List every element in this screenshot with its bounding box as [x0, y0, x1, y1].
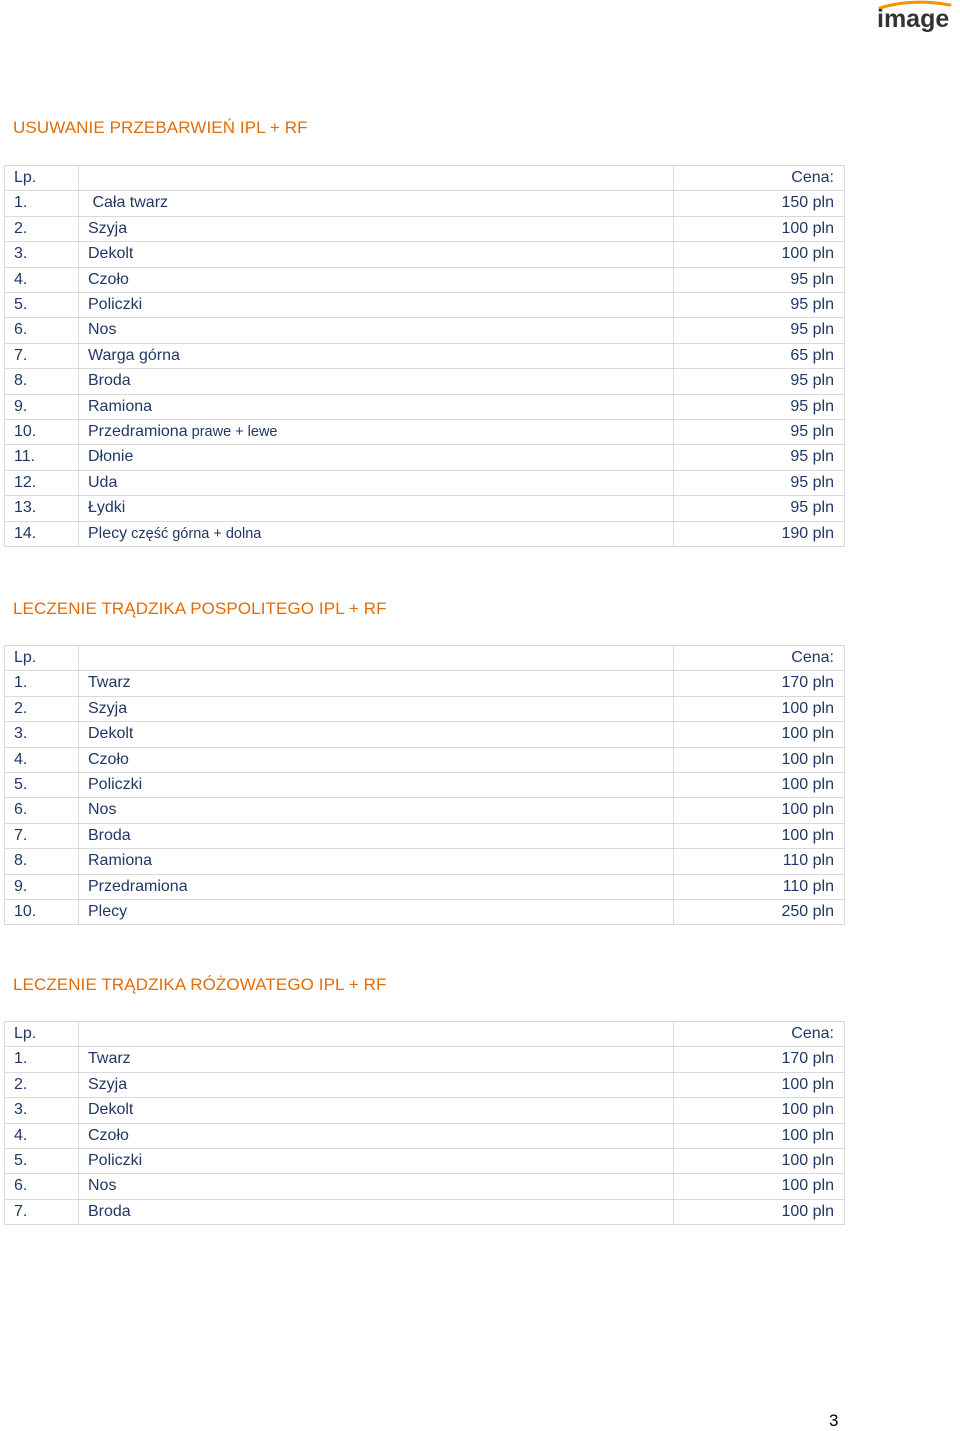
treatment-name: Łydki	[88, 499, 126, 517]
row-number: 2.	[5, 1072, 79, 1097]
row-number: 1.	[5, 1047, 79, 1072]
table-row	[5, 722, 845, 747]
treatment-note: część górna + dolna	[127, 525, 262, 542]
row-name-cell	[79, 318, 674, 343]
treatment-name: Przedramiona	[88, 877, 188, 895]
row-number: 6.	[5, 798, 79, 823]
row-price: 95 pln	[674, 369, 845, 394]
row-name-cell	[79, 823, 674, 848]
row-number: 1.	[5, 191, 79, 216]
row-price: 100 pln	[674, 1199, 845, 1224]
row-name-cell	[79, 722, 674, 747]
table-row	[5, 369, 845, 394]
row-name-cell	[79, 242, 674, 267]
row-name-cell	[79, 1047, 674, 1072]
row-number: 12.	[5, 470, 79, 495]
treatment-name: Broda	[88, 1202, 131, 1220]
treatment-name: Twarz	[88, 674, 131, 692]
row-number: 2.	[5, 216, 79, 241]
header-price: Cena:	[674, 166, 845, 191]
row-name-cell	[79, 369, 674, 394]
table-row	[5, 696, 845, 721]
row-name-cell	[79, 747, 674, 772]
svg-text:image: image	[877, 5, 950, 33]
table-row	[5, 216, 845, 241]
header-price: Cena:	[674, 1022, 845, 1047]
treatment-name: Dekolt	[88, 1101, 134, 1119]
row-name-cell	[79, 521, 674, 546]
header-empty	[79, 646, 674, 671]
row-price: 100 pln	[674, 216, 845, 241]
treatment-name: Ramiona	[88, 852, 153, 870]
row-price: 110 pln	[674, 874, 845, 899]
row-name-cell	[79, 267, 674, 292]
row-number: 4.	[5, 267, 79, 292]
row-number: 3.	[5, 722, 79, 747]
treatment-name: Warga górna	[88, 346, 180, 364]
row-price: 100 pln	[674, 1174, 845, 1199]
treatment-name: Nos	[88, 321, 117, 339]
row-number: 4.	[5, 747, 79, 772]
table-row	[5, 318, 845, 343]
row-name-cell	[79, 798, 674, 823]
row-price: 100 pln	[674, 1123, 845, 1148]
treatment-name: Nos	[88, 1177, 117, 1195]
table-row	[5, 1149, 845, 1174]
row-price: 95 pln	[674, 420, 845, 445]
row-number: 9.	[5, 394, 79, 419]
row-price: 150 pln	[674, 191, 845, 216]
row-price: 100 pln	[674, 722, 845, 747]
table-row	[5, 242, 845, 267]
row-price: 100 pln	[674, 747, 845, 772]
row-price: 95 pln	[674, 470, 845, 495]
row-price: 100 pln	[674, 798, 845, 823]
table-row	[5, 496, 845, 521]
treatment-name: Broda	[88, 372, 131, 390]
row-number: 3.	[5, 1098, 79, 1123]
treatment-name: Szyja	[88, 1075, 128, 1093]
row-name-cell	[79, 874, 674, 899]
row-number: 9.	[5, 874, 79, 899]
row-price: 95 pln	[674, 318, 845, 343]
row-number: 5.	[5, 773, 79, 798]
treatment-name: Twarz	[88, 1050, 131, 1068]
treatment-name: Plecy	[88, 903, 128, 921]
row-number: 14.	[5, 521, 79, 546]
table-header-row	[5, 1022, 845, 1047]
treatment-name: Dłonie	[88, 448, 134, 466]
treatment-name: Nos	[88, 801, 117, 819]
row-price: 100 pln	[674, 696, 845, 721]
table-row	[5, 1199, 845, 1224]
row-name-cell	[79, 1123, 674, 1148]
row-number: 10.	[5, 900, 79, 925]
treatment-name: Szyja	[88, 219, 128, 237]
section-title-tradzik-rozowaty: LECZENIE TRĄDZIKA RÓŻOWATEGO IPL + RF	[13, 975, 387, 994]
row-price: 95 pln	[674, 293, 845, 318]
table-row	[5, 343, 845, 368]
treatment-name: Policzki	[88, 296, 143, 314]
treatment-name: Ramiona	[88, 397, 153, 415]
table-row	[5, 900, 845, 925]
row-name-cell	[79, 1149, 674, 1174]
treatment-name: Policzki	[88, 776, 143, 794]
row-name-cell	[79, 1072, 674, 1097]
header-empty	[79, 166, 674, 191]
row-price: 170 pln	[674, 1047, 845, 1072]
treatment-name: Plecy	[88, 524, 128, 542]
row-price: 100 pln	[674, 242, 845, 267]
treatment-name: Szyja	[88, 699, 128, 717]
row-number: 7.	[5, 1199, 79, 1224]
row-name-cell	[79, 445, 674, 470]
row-number: 7.	[5, 823, 79, 848]
treatment-name: Policzki	[88, 1152, 143, 1170]
row-name-cell	[79, 696, 674, 721]
header-lp: Lp.	[5, 646, 79, 671]
table-row	[5, 874, 845, 899]
table-row	[5, 1174, 845, 1199]
table-header-row	[5, 646, 845, 671]
header-lp: Lp.	[5, 166, 79, 191]
row-number: 5.	[5, 1149, 79, 1174]
table-row	[5, 1098, 845, 1123]
treatment-name: Dekolt	[88, 725, 134, 743]
row-number: 11.	[5, 445, 79, 470]
row-price: 250 pln	[674, 900, 845, 925]
table-row	[5, 1047, 845, 1072]
table-row	[5, 823, 845, 848]
row-number: 7.	[5, 343, 79, 368]
row-name-cell	[79, 216, 674, 241]
treatment-name: Dekolt	[88, 245, 134, 263]
treatment-name: Cała twarz	[88, 194, 169, 212]
row-name-cell	[79, 900, 674, 925]
treatment-name: Czoło	[88, 1126, 129, 1144]
row-name-cell	[79, 1098, 674, 1123]
row-name-cell	[79, 394, 674, 419]
price-table-tradzik-rozowaty	[4, 1021, 845, 1225]
row-number: 2.	[5, 696, 79, 721]
row-number: 10.	[5, 420, 79, 445]
header-lp: Lp.	[5, 1022, 79, 1047]
table-row	[5, 773, 845, 798]
price-table-przebarwienia	[4, 165, 845, 547]
table-row	[5, 394, 845, 419]
table-row	[5, 191, 845, 216]
row-name-cell	[79, 470, 674, 495]
section-title-przebarwienia: USUWANIE PRZEBARWIEŃ IPL + RF	[13, 118, 308, 137]
row-price: 95 pln	[674, 445, 845, 470]
header-price: Cena:	[674, 646, 845, 671]
table-row	[5, 747, 845, 772]
brand-logo	[872, 0, 956, 34]
row-number: 3.	[5, 242, 79, 267]
treatment-name: Czoło	[88, 270, 129, 288]
header-empty	[79, 1022, 674, 1047]
row-name-cell	[79, 343, 674, 368]
row-price: 95 pln	[674, 267, 845, 292]
section-title-tradzik-pospolity: LECZENIE TRĄDZIKA POSPOLITEGO IPL + RF	[13, 599, 387, 618]
row-price: 100 pln	[674, 1072, 845, 1097]
row-number: 13.	[5, 496, 79, 521]
row-name-cell	[79, 293, 674, 318]
table-row	[5, 521, 845, 546]
row-number: 5.	[5, 293, 79, 318]
table-row	[5, 1072, 845, 1097]
row-number: 8.	[5, 849, 79, 874]
table-header-row	[5, 166, 845, 191]
price-table-tradzik-pospolity	[4, 645, 845, 925]
row-name-cell	[79, 420, 674, 445]
row-number: 4.	[5, 1123, 79, 1148]
table-row	[5, 420, 845, 445]
row-number: 6.	[5, 1174, 79, 1199]
row-name-cell	[79, 849, 674, 874]
table-row	[5, 671, 845, 696]
table-row	[5, 798, 845, 823]
row-price: 95 pln	[674, 496, 845, 521]
treatment-name: Przedramiona	[88, 423, 188, 441]
row-price: 110 pln	[674, 849, 845, 874]
row-number: 1.	[5, 671, 79, 696]
row-price: 95 pln	[674, 394, 845, 419]
row-price: 100 pln	[674, 823, 845, 848]
treatment-note: prawe + lewe	[187, 424, 278, 441]
row-price: 190 pln	[674, 521, 845, 546]
row-number: 6.	[5, 318, 79, 343]
row-name-cell	[79, 191, 674, 216]
row-price: 100 pln	[674, 1149, 845, 1174]
row-name-cell	[79, 496, 674, 521]
row-price: 100 pln	[674, 1098, 845, 1123]
treatment-name: Broda	[88, 826, 131, 844]
row-name-cell	[79, 773, 674, 798]
row-price: 170 pln	[674, 671, 845, 696]
table-row	[5, 1123, 845, 1148]
table-row	[5, 470, 845, 495]
treatment-name: Czoło	[88, 750, 129, 768]
table-row	[5, 445, 845, 470]
table-row	[5, 293, 845, 318]
row-name-cell	[79, 1174, 674, 1199]
treatment-name: Uda	[88, 473, 118, 491]
row-name-cell	[79, 1199, 674, 1224]
table-row	[5, 267, 845, 292]
row-price: 65 pln	[674, 343, 845, 368]
table-row	[5, 849, 845, 874]
row-name-cell	[79, 671, 674, 696]
page-number: 3	[829, 1411, 839, 1430]
row-price: 100 pln	[674, 773, 845, 798]
row-number: 8.	[5, 369, 79, 394]
